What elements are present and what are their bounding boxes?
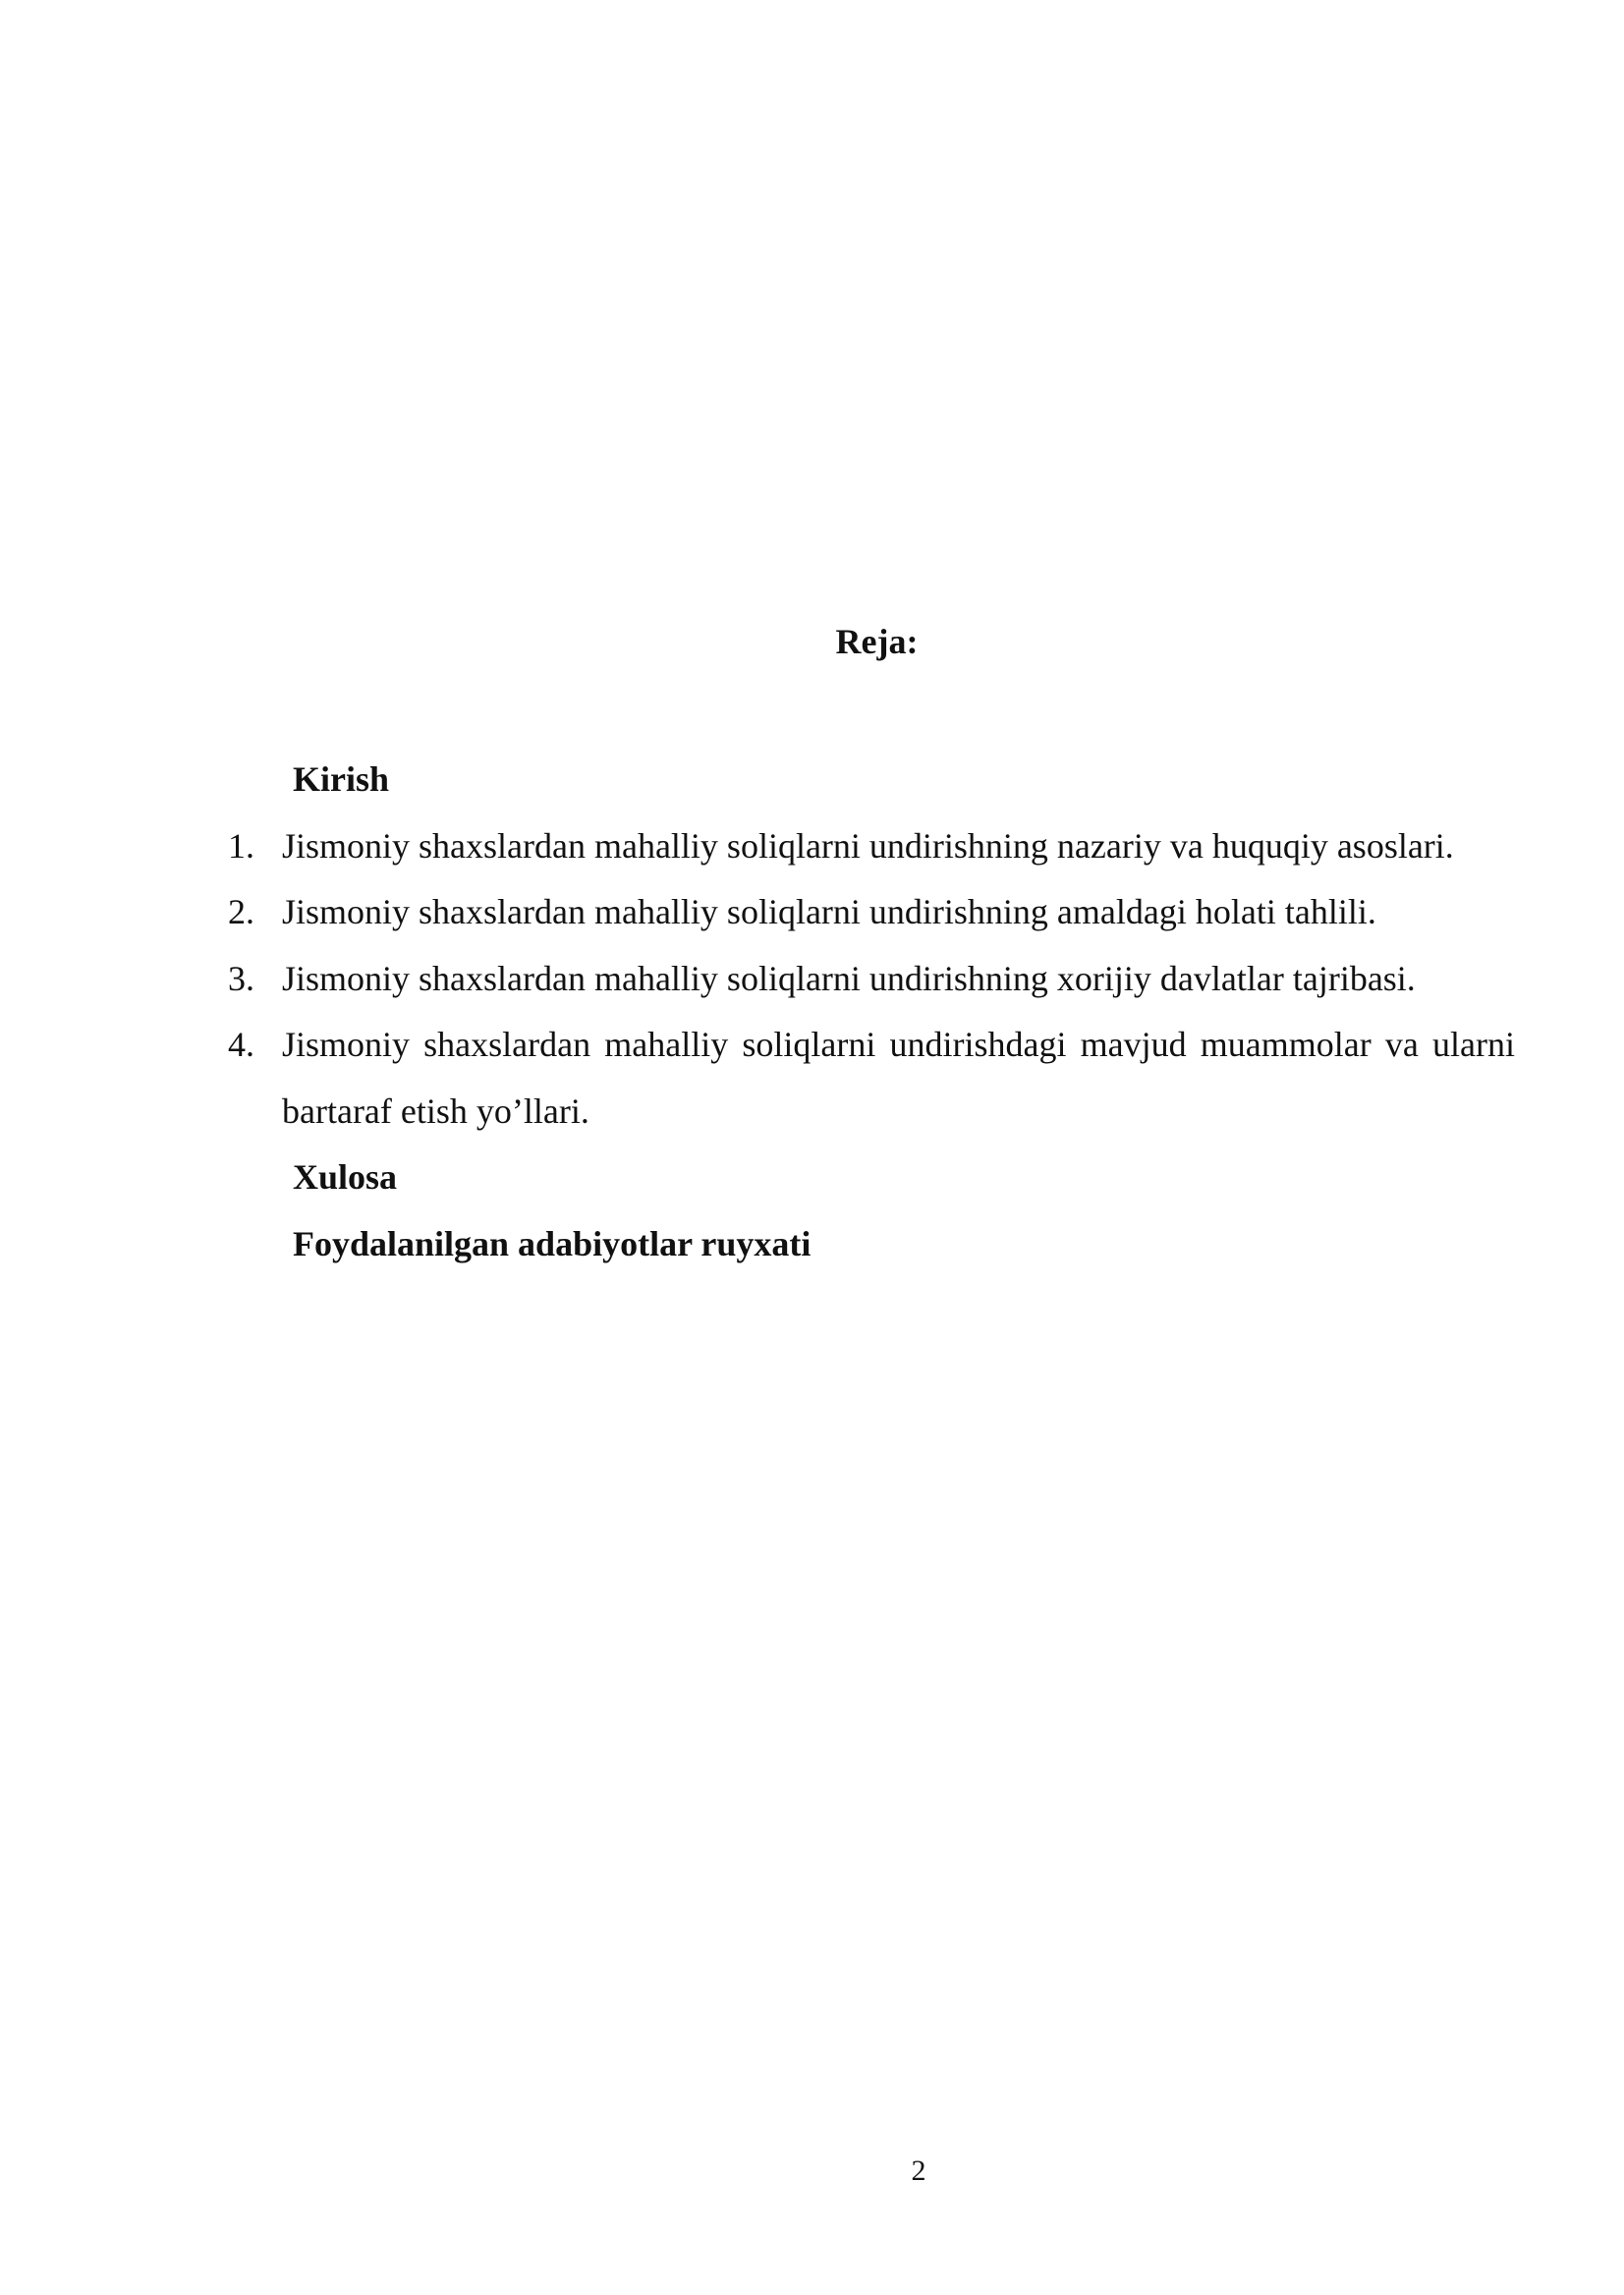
toc-item-text: Jismoniy shaxslardan mahalliy soliqlarni undirishning nazariy va huquqiy asoslari. xyxy=(282,825,1454,866)
toc-item-number: 2. xyxy=(228,892,254,931)
intro-heading: Kirish xyxy=(293,759,390,799)
page-title: Reja: xyxy=(835,622,919,661)
references-heading: Foydalanilgan adabiyotlar ruyxati xyxy=(293,1223,812,1263)
toc-item-text: Jismoniy shaxslardan mahalliy soliqlarni undirishdagi mavjud muammolar va ularni bartaraf etish yo’llari. xyxy=(282,1025,1515,1131)
toc-item-2 xyxy=(228,879,1515,946)
toc-item-4 xyxy=(228,1012,1515,1145)
table-of-contents xyxy=(228,747,1515,1277)
toc-item-number: 4. xyxy=(228,1025,254,1064)
toc-item-text: Jismoniy shaxslardan mahalliy soliqlarni undirishning xorijiy davlatlar tajribasi. xyxy=(282,958,1416,998)
toc-item-text: Jismoniy shaxslardan mahalliy soliqlarni undirishning amaldagi holati tahlili. xyxy=(282,892,1376,931)
conclusion-heading: Xulosa xyxy=(293,1157,398,1197)
toc-item-3 xyxy=(228,946,1515,1013)
toc-item-number: 1. xyxy=(228,825,254,866)
toc-item-number: 3. xyxy=(228,958,254,998)
toc-item-1 xyxy=(228,813,1515,880)
page-number: 2 xyxy=(911,2155,926,2187)
